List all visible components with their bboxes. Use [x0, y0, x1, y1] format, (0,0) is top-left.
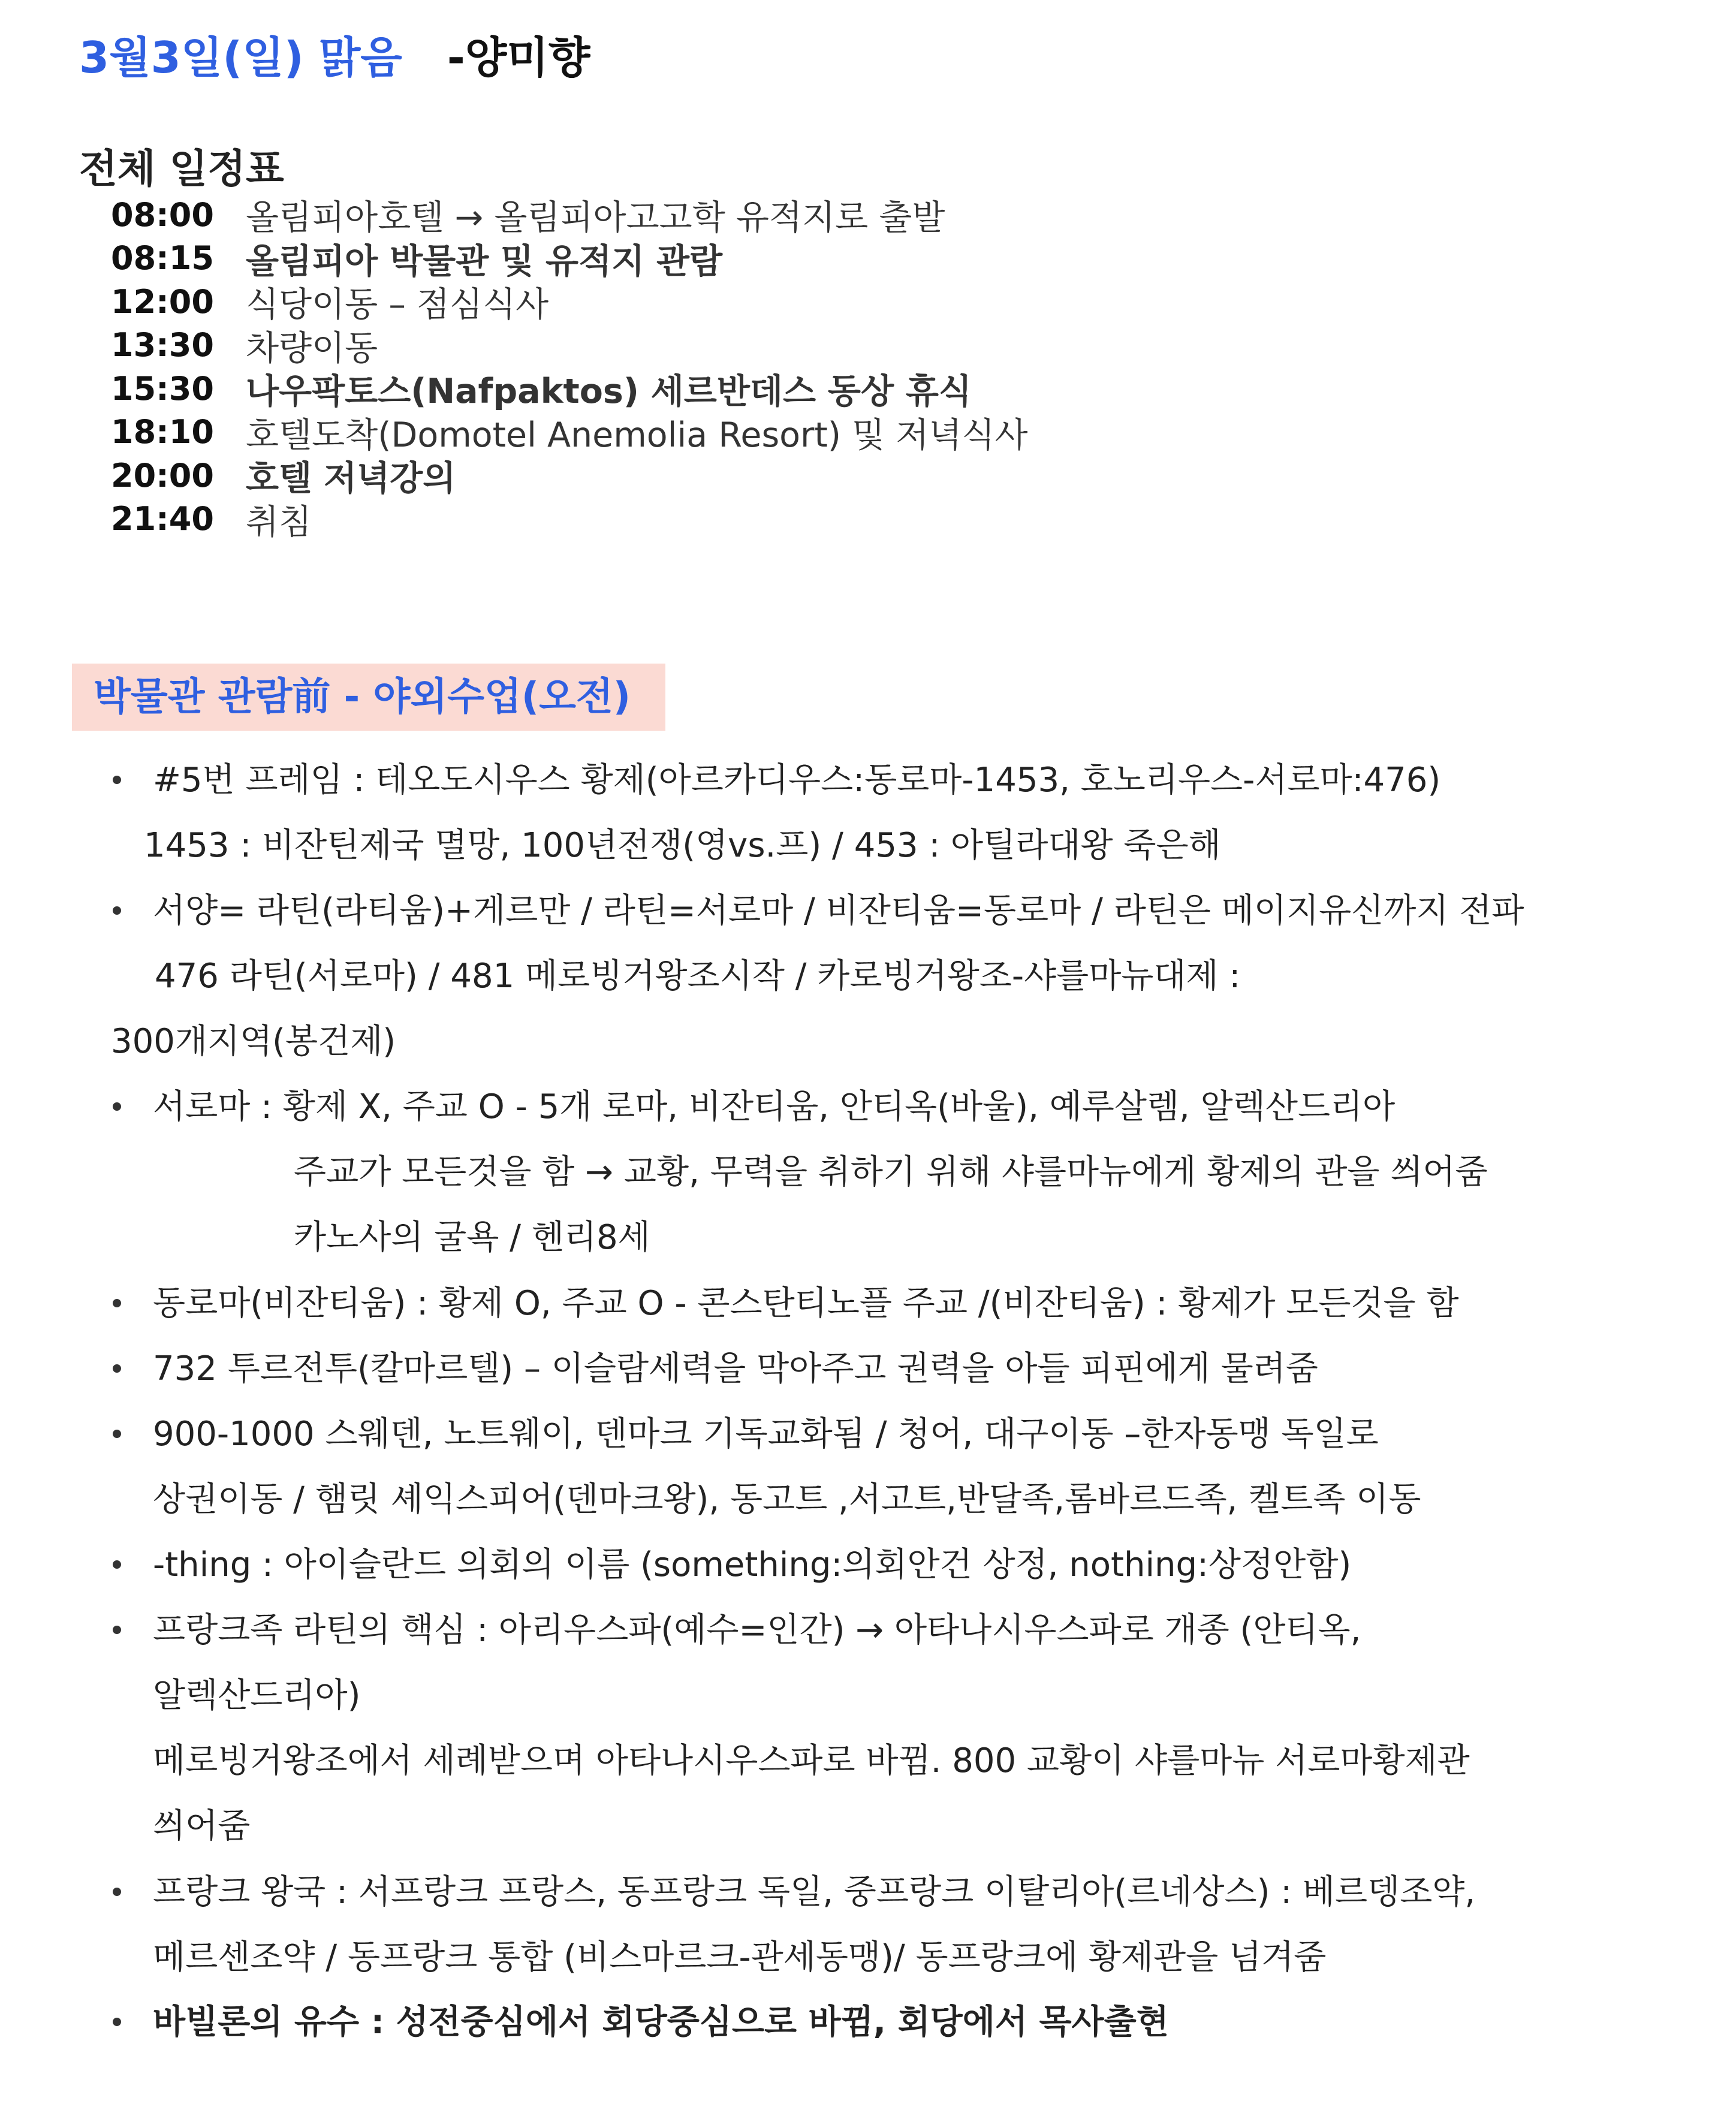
schedule-row [111, 237, 1028, 281]
note-line: 알렉산드리아) [153, 1676, 361, 1715]
note-line: 프랑크 왕국 : 서프랑크 프랑스, 동프랑크 독일, 중프랑크 이탈리아(르네상스) : 베르뎅조약, [153, 1873, 1476, 1912]
note-line: 주교가 모든것을 함 → 교황, 무력을 취하기 위해 샤를마뉴에게 황제의 관을 씌어줌 [294, 1153, 1488, 1192]
schedule-row [111, 367, 1028, 411]
schedule-desc: 나우팍토스(Nafpaktos) 세르반데스 동상 휴식 [246, 372, 972, 412]
bullet-icon [113, 1888, 121, 1896]
schedule-list [111, 193, 1028, 541]
bullet-icon [113, 776, 121, 784]
bullet-icon [113, 2018, 121, 2026]
schedule-row [111, 324, 1028, 367]
schedule-desc: 올림피아 박물관 및 유적지 관람 [246, 241, 723, 281]
schedule-desc: 식당이동 – 점심식사 [246, 285, 549, 325]
bullet-icon [113, 1626, 121, 1634]
schedule-row [111, 498, 1028, 541]
note-line: 서로마 : 황제 X, 주교 O - 5개 로마, 비잔티움, 안티옥(바울), 예루살렘, 알렉산드리아 [153, 1087, 1396, 1126]
schedule-row [111, 193, 1028, 237]
schedule-desc: 호텔 저녁강의 [246, 459, 456, 499]
bullet-icon [113, 1299, 121, 1307]
note-line: -thing : 아이슬란드 의회의 이름 (something:의회안건 상정, nothing:상정안함) [153, 1545, 1352, 1584]
schedule-time: 21:40 [111, 500, 214, 538]
schedule-desc: 차량이동 [246, 328, 378, 368]
note-line: 씌어줌 [153, 1807, 251, 1846]
schedule-row [111, 411, 1028, 454]
bullet-icon [113, 1364, 121, 1373]
note-line: 1453 : 비잔틴제국 멸망, 100년전쟁(영vs.프) / 453 : 아틸라대왕 죽은해 [144, 826, 1221, 865]
schedule-time: 20:00 [111, 456, 214, 495]
note-line: 메로빙거왕조에서 세례받으며 아타나시우스파로 바뀜. 800 교황이 샤를마뉴 서로마황제관 [153, 1741, 1470, 1780]
bullet-icon [113, 906, 121, 915]
note-line: 프랑크족 라틴의 핵심 : 아리우스파(예수=인간) → 아타나시우스파로 개종 (안티옥, [153, 1611, 1361, 1650]
note-line: 바빌론의 유수 : 성전중심에서 회당중심으로 바뀜, 회당에서 목사출현 [153, 2003, 1169, 2042]
schedule-title: 전체 일정표 [79, 146, 284, 192]
note-line: 동로마(비잔티움) : 황제 O, 주교 O - 콘스탄티노플 주교 /(비잔티움) : 황제가 모든것을 함 [153, 1284, 1459, 1323]
note-line: 상권이동 / 햄릿 셰익스피어(덴마크왕), 동고트 ,서고트,반달족,롬바르드족, 켈트족 이동 [153, 1480, 1421, 1519]
note-line: #5번 프레임 : 테오도시우스 황제(아르카디우스:동로마-1453, 호노리우스-서로마:476) [153, 761, 1441, 800]
schedule-time: 12:00 [111, 282, 214, 321]
section-title: 박물관 관람前 - 야외수업(오전) [72, 664, 665, 731]
schedule-row [111, 454, 1028, 498]
schedule-row [111, 280, 1028, 324]
note-line: 732 투르전투(칼마르텔) – 이슬람세력을 막아주고 권력을 아들 피핀에게 물려줌 [153, 1349, 1318, 1388]
schedule-desc: 호텔도착(Domotel Anemolia Resort) 및 저녁식사 [246, 415, 1028, 455]
bullet-icon [113, 1560, 121, 1569]
schedule-desc: 올림피아호텔 → 올림피아고고학 유적지로 출발 [246, 198, 945, 238]
schedule-time: 08:15 [111, 239, 214, 278]
note-line: 서양= 라틴(라티움)+게르만 / 라틴=서로마 / 비잔티움=동로마 / 라틴은 메이지유신까지 전파 [153, 891, 1524, 930]
schedule-time: 18:10 [111, 413, 214, 451]
bullet-icon [113, 1430, 121, 1438]
bullet-icon [113, 1102, 121, 1111]
author-name: -양미향 [447, 32, 590, 83]
schedule-time: 08:00 [111, 195, 214, 234]
diary-header [79, 23, 590, 85]
schedule-desc: 취침 [246, 502, 312, 542]
date-weather: 3월3일(일) 맑음 [79, 32, 402, 83]
note-line: 카노사의 굴욕 / 헨리8세 [294, 1218, 650, 1257]
note-line: 476 라틴(서로마) / 481 메로빙거왕조시작 / 카로빙거왕조-샤를마뉴대제 : [155, 957, 1241, 996]
note-line: 300개지역(봉건제) [111, 1022, 396, 1061]
schedule-time: 15:30 [111, 369, 214, 408]
note-line: 900-1000 스웨덴, 노트웨이, 덴마크 기독교화됨 / 청어, 대구이동 –한자동맹 독일로 [153, 1415, 1379, 1454]
schedule-time: 13:30 [111, 326, 214, 364]
note-line: 메르센조약 / 동프랑크 통합 (비스마르크-관세동맹)/ 동프랑크에 황제관을 넘겨줌 [153, 1938, 1327, 1977]
